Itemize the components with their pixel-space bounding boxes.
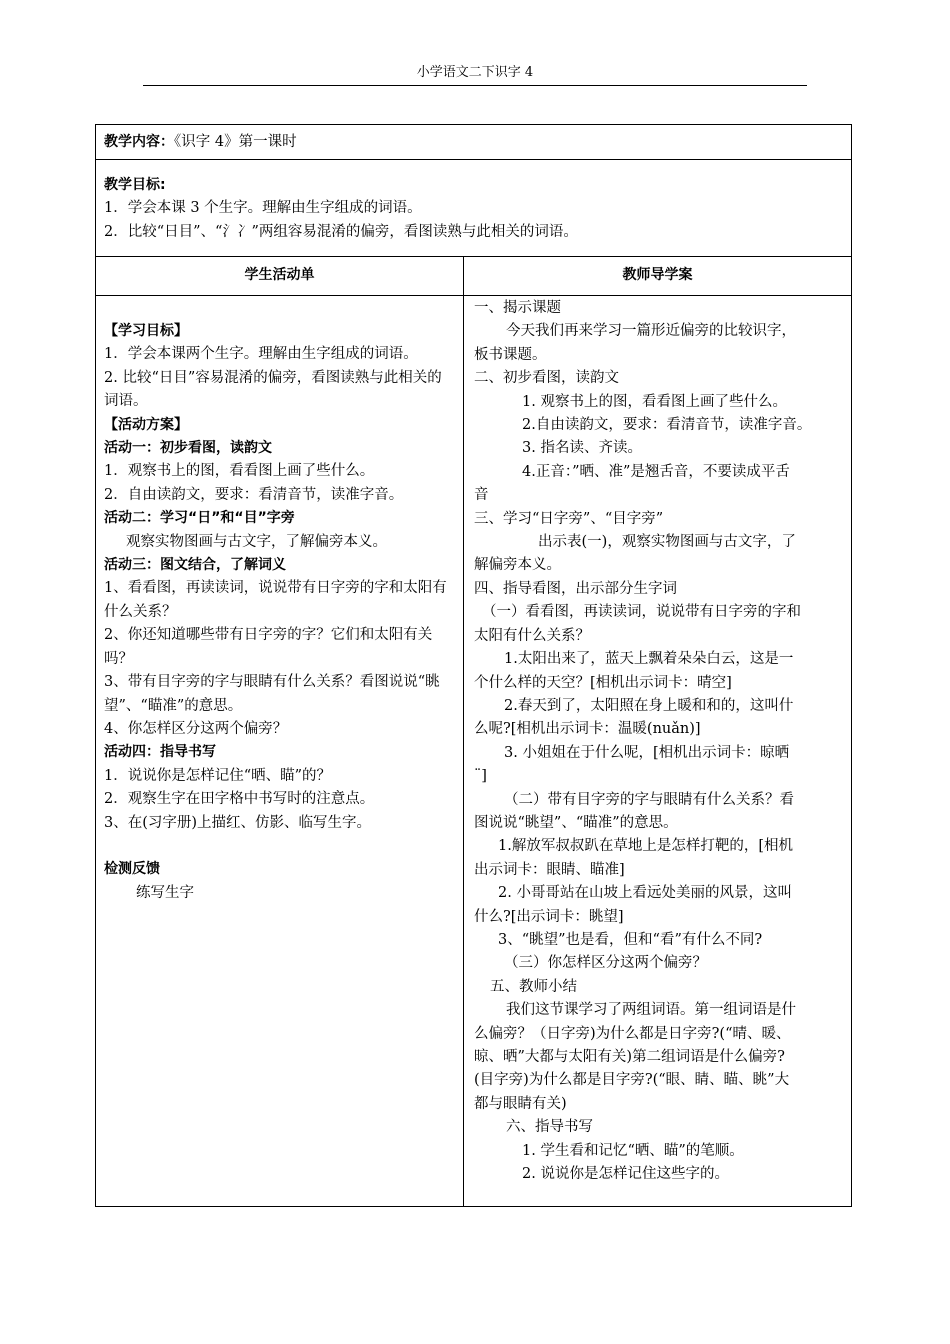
lesson-plan-table [95, 124, 852, 1207]
student-goal-title: 【学习目标】 [104, 323, 188, 339]
teacher-line: 五、教师小结 [490, 978, 577, 995]
goal-item: 2．比较“日目”、“氵冫”两组容易混淆的偏旁，看图读熟与此相关的词语。 [104, 223, 578, 240]
activity-4-item: 2．观察生字在田字格中书写时的注意点。 [104, 791, 375, 808]
teacher-line: 1. 观察书上的图，看看图上画了些什么。 [522, 393, 787, 410]
teacher-line: (目字旁)为什么都是目字旁?(“眼、睛、瞄、眺”大 [474, 1072, 790, 1089]
activity-3-item: 1、看看图，再读读词，说说带有日字旁的字和太阳有什么关系？ [104, 580, 447, 620]
header-divider [143, 85, 807, 86]
teacher-line: 今天我们再来学习一篇形近偏旁的比较识字， [506, 323, 796, 340]
activity-3-item: 4、你怎样区分这两个偏旁？ [104, 720, 288, 737]
column-header-student: 学生活动单 [244, 267, 315, 284]
teacher-line: 个什么样的天空？[相机出示词卡：晴空] [474, 674, 732, 691]
teacher-line: 3. 指名读、齐读。 [522, 440, 642, 457]
feedback-text: 练写生字 [136, 884, 194, 901]
teacher-line: 我们这节课学习了两组词语。第一组词语是什 [506, 1002, 796, 1019]
spacer [104, 835, 455, 858]
teacher-line: 音 [474, 487, 489, 504]
content-value: 《识字 4》第一课时 [174, 134, 297, 150]
teacher-line: 二、初步看图，读韵文 [474, 370, 619, 387]
student-goal-item: 1．学会本课两个生字。理解由生字组成的词语。 [104, 346, 418, 363]
teacher-line: 六、指导书写 [506, 1119, 593, 1136]
teacher-line: （二）带有目字旁的字与眼睛有什么关系？看 [504, 791, 794, 808]
page-header-title: 小学语文二下识字 4 [416, 65, 534, 80]
activity-2-text: 观察实物图画与古文字，了解偏旁本义。 [126, 533, 387, 550]
teacher-line: 2. 说说你是怎样记住这些字的。 [522, 1166, 729, 1183]
teacher-line: 出示词卡：眼睛、瞄准] [474, 861, 625, 878]
teacher-line: 都与眼睛有关) [474, 1095, 567, 1112]
activity-4-item: 3、在(习字册)上描红、仿影、临写生字。 [104, 814, 372, 831]
goal-item: 1．学会本课 3 个生字。理解由生字组成的词语。 [104, 200, 422, 217]
teacher-line: 四、指导看图，出示部分生字词 [474, 580, 677, 597]
teacher-line: 太阳有什么关系？ [474, 627, 590, 644]
teacher-line: 图说说“眺望”、“瞄准”的意思。 [474, 814, 678, 831]
teacher-line: 什么?[出示词卡：眺望] [474, 908, 624, 925]
teacher-line: 么呢?[相机出示词卡：温暖(nuǎn)] [474, 721, 701, 738]
teacher-line: 2.自由读韵文，要求：看清音节，读准字音。 [522, 417, 812, 434]
activity-1-item: 2．自由读韵文，要求：看清音节，读准字音。 [104, 486, 404, 503]
content-row [96, 125, 852, 160]
activity-3-title: 活动三：图文结合，了解词义 [104, 557, 286, 574]
goals-label: 教学目标: [104, 177, 166, 193]
column-header-teacher: 教师导学案 [622, 267, 693, 284]
teacher-line: （三）你怎样区分这两个偏旁？ [504, 955, 707, 972]
activity-3-item: 3、带有目字旁的字与眼睛有什么关系？看图说说“眺望”、“瞄准”的意思。 [104, 674, 440, 714]
teacher-line: 出示表(一)，观察实物图画与古文字，了 [538, 534, 796, 551]
activity-3-item: 2、你还知道哪些带有日字旁的字？它们和太阳有关吗？ [104, 627, 433, 667]
teacher-line: ¨] [474, 768, 487, 785]
teacher-line: 4.正音：”晒、准”是翘舌音，不要读成平舌 [522, 463, 790, 480]
teacher-line: 3、“眺望”也是看，但和“看”有什么不同? [498, 931, 763, 948]
activity-1-title: 活动一：初步看图，读韵文 [104, 440, 272, 457]
teacher-line: 晾、晒”大都与太阳有关)第二组词语是什么偏旁? [474, 1049, 785, 1065]
teacher-line: 3. 小姐姐在于什么呢，[相机出示词卡：晾晒 [504, 744, 790, 761]
teacher-line: 1.解放军叔叔趴在草地上是怎样打靶的，[相机 [498, 838, 793, 855]
student-goal-item: 2. 比较“日目”容易混淆的偏旁，看图读熟与此相关的词语。 [104, 369, 442, 410]
teacher-line: 一、揭示课题 [474, 300, 561, 316]
content-label: 教学内容： [104, 134, 174, 150]
teacher-line: 1. 学生看和记忆“晒、瞄”的笔顺。 [522, 1142, 744, 1159]
student-plan-title: 【活动方案】 [104, 416, 188, 433]
teacher-line: 板书课题。 [474, 346, 547, 363]
activity-4-title: 活动四：指导书写 [104, 744, 216, 761]
activity-2-title: 活动二：学习“日”和“目”字旁 [104, 510, 295, 527]
teacher-guide [464, 296, 851, 1186]
teacher-line: 2. 小哥哥站在山坡上看远处美丽的风景，这叫 [498, 885, 792, 902]
feedback-title: 检测反馈 [104, 861, 160, 878]
teacher-line: 1.太阳出来了，蓝天上飘着朵朵白云，这是一 [504, 651, 794, 668]
teacher-line: （一）看看图，再读读词，说说带有日字旁的字和 [482, 604, 801, 621]
activity-1-item: 1．观察书上的图，看看图上画了些什么。 [104, 463, 375, 480]
activity-4-item: 1．说说你是怎样记住“晒、瞄”的？ [104, 767, 332, 784]
teacher-line: 2.春天到了，太阳照在身上暖和和的，这叫什 [504, 697, 794, 714]
columns-header-row [96, 257, 852, 296]
teacher-line: 解偏旁本义。 [474, 557, 561, 574]
goals-row [96, 160, 852, 257]
teacher-line: 么偏旁？（日字旁)为什么都是日字旁?(“晴、暖、 [474, 1025, 791, 1042]
teacher-line: 三、学习“日字旁”、“目字旁” [474, 510, 664, 527]
activities-row [96, 296, 852, 1207]
